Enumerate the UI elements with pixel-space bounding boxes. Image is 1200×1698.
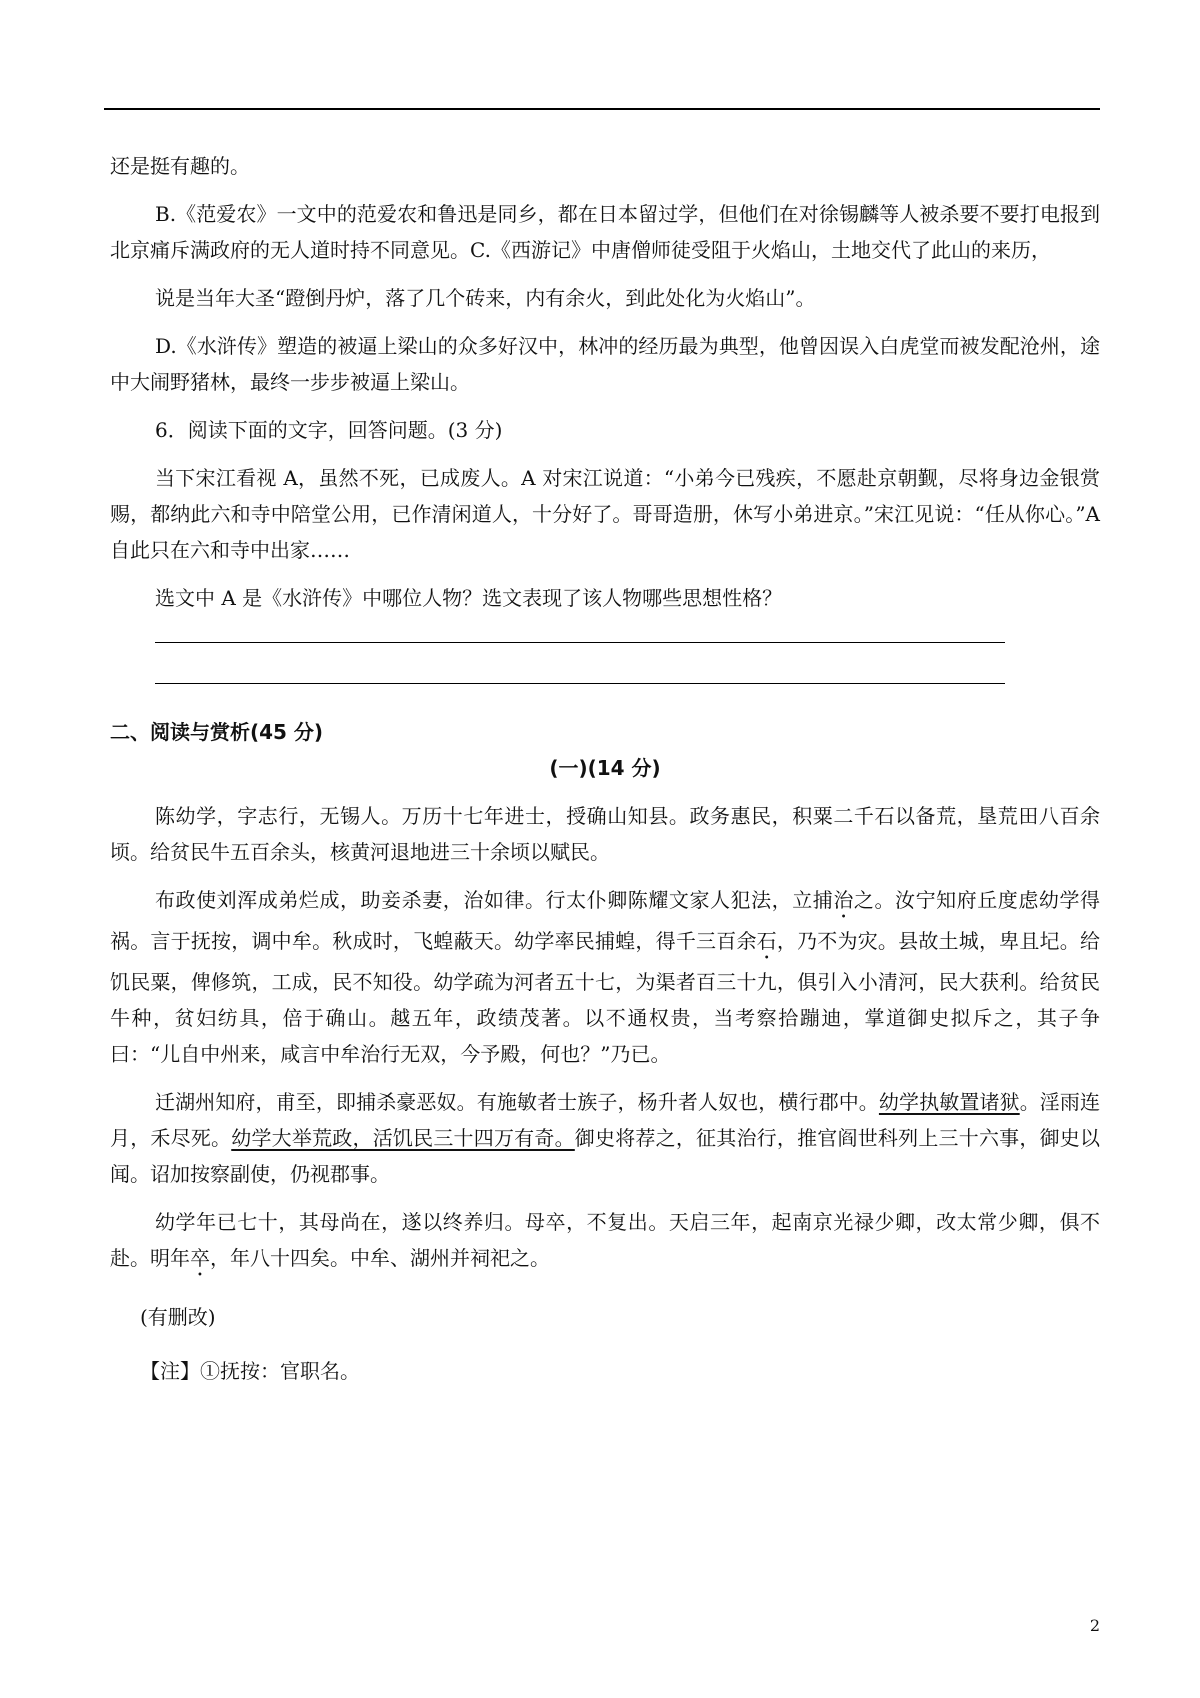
page-content (110, 148, 1100, 1389)
footnote: 【注】①抚按：官职名。 (140, 1359, 360, 1383)
underlined-sentence: 幼学执敏置诸狱 (878, 1090, 1020, 1114)
passage-text: 。淫雨连月，禾尽死。 (110, 1090, 1101, 1150)
passage-text: 幼学年已七十，其母尚在，遂以终养归。母卒，不复出。天启三年，起南京光禄少卿，改太常少卿，俱不赴。明年 (110, 1210, 1100, 1270)
subsection-title: (一)(14 分) (549, 756, 661, 780)
passage-text: ，年八十四矣。中牟、湖州并祠祀之。 (210, 1246, 550, 1270)
source-note: (有删改) (140, 1305, 216, 1329)
text-line: 还是挺有趣的。 (110, 154, 250, 178)
emphasis-char: 卒 (190, 1246, 210, 1270)
underlined-sentence: 幼学大举荒政，活饥民三十四万有奇。 (231, 1126, 575, 1150)
option-b-c: B.《范爱农》一文中的范爱农和鲁迅是同乡，都在日本留过学，但他们在对徐锡麟等人被杀要不要打电报到北京痛斥满政府的无人道时持不同意见。C.《西游记》中唐僧师徒受阻于火焰山，土地交代了此山的来历， (110, 202, 1100, 262)
emphasis-char: 石 (756, 929, 777, 953)
option-c-quote: 说是当年大圣“蹬倒丹炉，落了几个砖来，内有余火，到此处化为火焰山”。 (155, 286, 816, 310)
passage-text: 御史将荐之，征其治行，推官阎世科列上三十六事，御史以闻。诏加按察副使，仍视郡事。 (110, 1126, 1101, 1186)
passage-text: 布政使刘浑成弟烂成，助妾杀妻，治如律。行太仆卿陈耀文家人犯法，立捕 (155, 888, 834, 912)
answer-line-2[interactable] (155, 683, 1005, 684)
answer-line-1[interactable] (155, 642, 1005, 643)
question-6-prompt: 选文中 A 是《水浒传》中哪位人物？选文表现了该人物哪些思想性格？ (155, 586, 783, 610)
passage-paragraph-2 (110, 882, 1100, 1072)
passage-text: 之。汝宁知府丘度虑幼学得祸。言于抚按，调中牟。秋成时，飞蝗蔽天。幼学率民捕蝗，得千三百余 (110, 888, 1101, 953)
page-number: 2 (1089, 1616, 1100, 1635)
question-6-passage: 当下宋江看视 A，虽然不死，已成废人。A 对宋江说道：“小弟今已残疾，不愿赴京朝觐，尽将身边金银赏赐，都纳此六和寺中陪堂公用，已作清闲道人，十分好了。哥哥造册，休写小弟进京。”宋江见说：“任从你心。”A 自此只在六和寺中出家…… (110, 466, 1100, 562)
passage-paragraph-1: 陈幼学，字志行，无锡人。万历十七年进士，授确山知县。政务惠民，积粟二千石以备荒，垦荒田八百余顷。给贫民牛五百余头，核黄河退地进三十余顷以赋民。 (110, 804, 1100, 864)
passage-text: ，乃不为灾。县故土城，卑且圮。给饥民粟，俾修筑，工成，民不知役。幼学疏为河者五十七，为渠者百三十九，俱引入小清河，民大获利。给贫民牛种，贫妇纺具，倍于确山。越五年，政绩茂著。以不通权贵，当考察拾蹦迪，掌道御史拟斥之，其子争曰：“儿自中州来，咸言中牟治行无双，今予殿，何也？”乃已。 (110, 929, 1101, 1066)
passage-paragraph-3 (110, 1084, 1100, 1192)
passage-paragraph-4 (110, 1204, 1100, 1281)
emphasis-char: 治 (833, 888, 854, 912)
header-rule (104, 108, 1100, 110)
question-6: 6．阅读下面的文字，回答问题。(3 分) (155, 418, 503, 442)
section-title: 二、阅读与赏析(45 分) (110, 720, 324, 744)
passage-text: 迁湖州知府，甫至，即捕杀豪恶奴。有施敏者士族子，杨升者人奴也，横行郡中。 (155, 1090, 879, 1114)
option-d: D.《水浒传》塑造的被逼上梁山的众多好汉中，林冲的经历最为典型，他曾因误入白虎堂而被发配沧州，途中大闹野猪林，最终一步步被逼上梁山。 (110, 334, 1100, 394)
